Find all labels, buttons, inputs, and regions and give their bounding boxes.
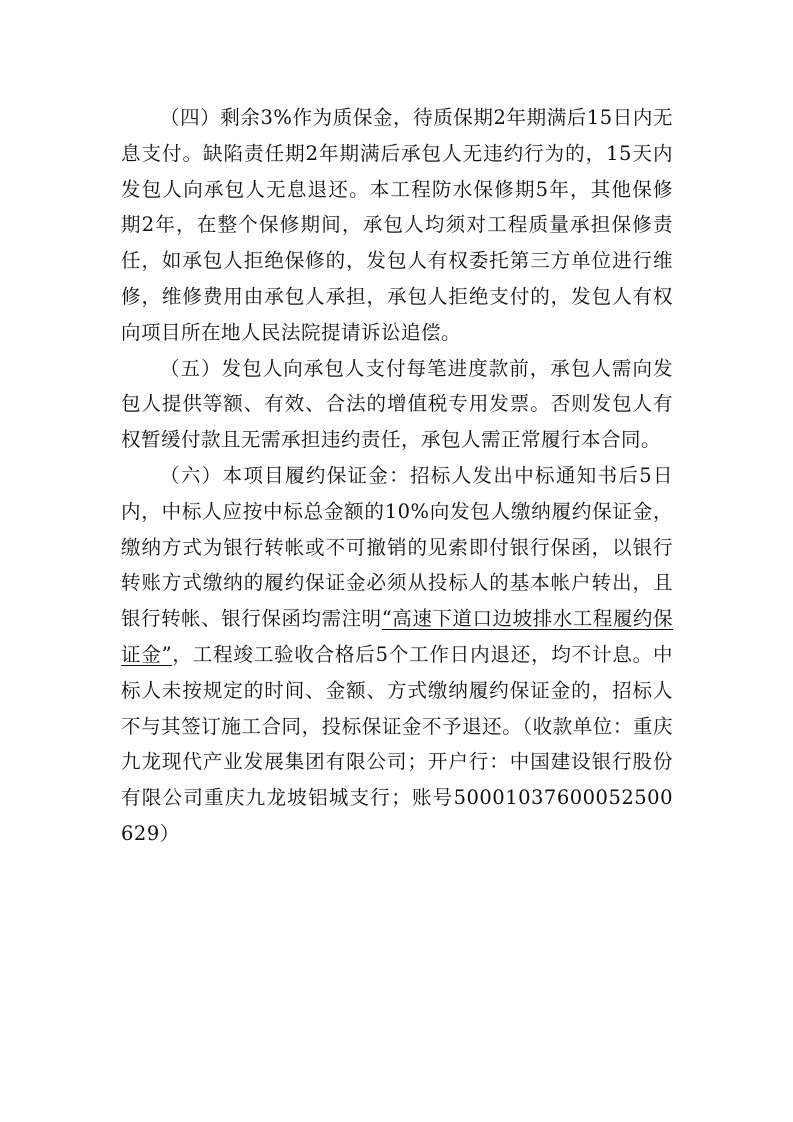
paragraph-6-text-a: （六）本项目履约保证金：招标人发出中标通知书后5日内，中标人应按中标总金额的10%向发包人缴纳履约保证金，缴纳方式为银行转帐或不可撤销的见索即付银行保函，以银行转账方式缴纳的履约保证金必须从投标人的基本帐户转出，且银行转帐、银行保函均需注明	[121, 463, 673, 631]
paragraph-4	[121, 100, 673, 351]
paragraph-6-underlined-title: “高速下道口边坡排水工程履约保证金”	[121, 607, 673, 666]
paragraph-5-text: （五）发包人向承包人支付每笔进度款前，承包人需向发包人提供等额、有效、合法的增值税专用发票。否则发包人有权暂缓付款且无需承担违约责任，承包人需正常履行本合同。	[121, 356, 673, 452]
document-page	[121, 100, 673, 852]
paragraph-4-text: （四）剩余3%作为质保金，待质保期2年期满后15日内无息支付。缺陷责任期2年期满后承包人无违约行为的，15天内发包人向承包人无息退还。本工程防水保修期5年，其他保修期2年，在整个保修期间，承包人均须对工程质量承担保修责任，如承包人拒绝保修的，发包人有权委托第三方单位进行维修，维修费用由承包人承担，承包人拒绝支付的，发包人有权向项目所在地人民法院提请诉讼追偿。	[121, 106, 673, 344]
paragraph-5	[121, 351, 673, 458]
paragraph-6-text-b: ，工程竣工验收合格后5个工作日内退还，均不计息。中标人未按规定的时间、金额、方式缴纳履约保证金的，招标人不与其签订施工合同，投标保证金不予退还。（收款单位：重庆九龙现代产业发展集团有限公司；开户行：中国建设银行股份有限公司重庆九龙坡铝城支行；账号50001037600052500629）	[121, 642, 673, 845]
paragraph-6	[121, 458, 673, 852]
